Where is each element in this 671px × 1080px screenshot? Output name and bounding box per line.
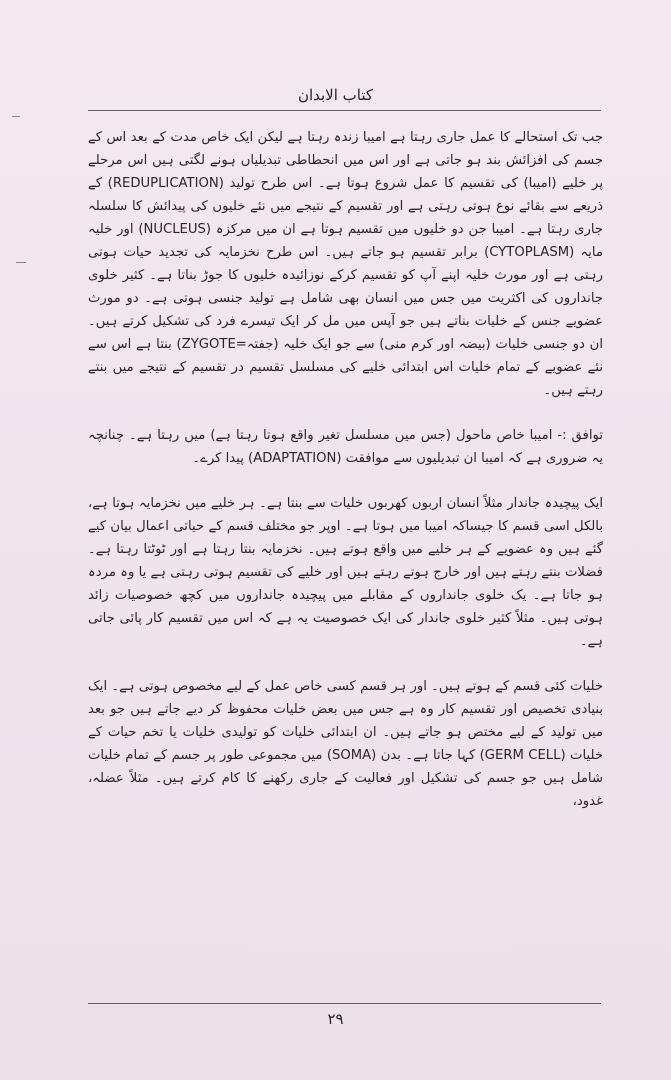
paragraph-amoeba-division: جب تک استحالے کا عمل جاری رہتا ہے امیبا زندہ رہتا ہے لیکن ایک خاص مدت کے بعد اس کے جسم کی افزائش بند ہو جاتی ہے اور اس میں انحطاطی تبدیلیاں ہونے لگتی ہیں اس مرحلے پر خلیے (امیبا) کی تقسیم کا عمل شروع ہوتا ہے۔ اس طرح تولید (REDUPLICATION) کے ذریعے سے بقائے نوع ہوتی رہتی ہے اور تقسیم کے نتیجے میں نئے خلیوں کی پیدائش کا سلسلہ جاری رہتا ہے۔ امیبا جن دو خلیوں میں تقسیم ہوتا ہے ان میں مرکزہ (NUCLEUS) اور خلیہ مایہ (CYTOPLASM) برابر تقسیم ہو جاتے ہیں۔ اس طرح نخزمایہ کی تجدید حیات ہوتی رہتی ہے اور مورث خلیہ اپنے آپ کو تقسیم کرکے نوزائیدہ خلیوں کا جوڑ بناتا ہے۔ کثیر خلوی جانداروں کی اکثریت میں جس میں انسان بھی شامل ہے تولید جنسی ہوتی ہے۔ دو مورث عضویے جنس کے خلیات بناتے ہیں جو آپس میں مل کر ایک تیسرے فرد کی تشکیل کرتے ہیں۔ ان دو جنسی خلیات (بیضہ اور کرم منی) سے جو ایک خلیہ (جفتہ=ZYGOTE) بنتا ہے اس سے نئے عضویے کے تمام خلیات اس ابتدائی خلیے کی مسلسل تقسیم در تقسیم کے نتیجے میں بنتے رہتے ہیں۔: [88, 130, 604, 398]
footer-rule: [88, 1003, 601, 1004]
page-body: [88, 126, 603, 813]
margin-tick-mark: [12, 116, 20, 117]
paragraph-adaptation: توافق :- امیبا خاص ماحول (جس میں مسلسل تغیر واقع ہوتا رہتا ہے) میں رہتا ہے۔ چنانچہ یہ ضروری ہے کہ امیبا ان تبدیلیوں سے موافقت (ADAPTATION) پیدا کرے۔: [88, 428, 603, 466]
page-number: ۲۹: [327, 1010, 344, 1028]
margin-dash-mark: [16, 262, 26, 263]
header-rule: [88, 110, 601, 111]
paragraph-complex-organisms: ایک پیچیدہ جاندار مثلاً انسان اربوں کھربوں خلیات سے بنتا ہے۔ ہر خلیے میں نخزمایہ ہوتا ہے، بالکل اسی قسم کا جیساکہ امیبا میں ہوتا ہے۔ اوپر جو مختلف قسم کے حیاتی اعمال بیان کیے گئے ہیں وہ عضویے کے ہر خلیے میں واقع ہوتے ہیں۔ نخزمایہ بنتا رہتا ہے اور ٹوٹتا رہتا ہے۔ فضلات بنتے رہتے ہیں اور خارج ہوتے رہتے ہیں اور خلیے کی تقسیم ہوتی رہتی ہے یا وہ مردہ ہو جاتا ہے۔ یک خلوی جانداروں کے مقابلے میں پیچیدہ جانداروں میں کچھ خصوصیات زائد ہوتی ہیں۔ مثلاً کثیر خلوی جاندار کی ایک خصوصیت یہ ہے کہ اس میں تقسیم کار پائی جاتی ہے۔: [88, 496, 603, 649]
running-header: کتاب الابدان: [297, 86, 374, 104]
paragraph-cell-types: خلیات کئی قسم کے ہوتے ہیں۔ اور ہر قسم کسی خاص عمل کے لیے مخصوص ہوتی ہے۔ ایک بنیادی تخصیص اور تقسیم کار وہ ہے جس میں بعض خلیات محفوظ کر دیے جاتے ہیں جو بعد میں تولید کے لیے مختص ہو جاتے ہیں۔ ان ابتدائی خلیات کو تولیدی خلیات یا تخم حیات کے خلیات (GERM CELL) کہا جاتا ہے۔ بدن (SOMA) میں مجموعی طور پر جسم کے تمام خلیات شامل ہیں جو جسم کی تشکیل اور فعالیت کے جاری رکھنے کا کام کرتے ہیں۔ مثلاً عضلہ، غدود،: [88, 679, 603, 809]
